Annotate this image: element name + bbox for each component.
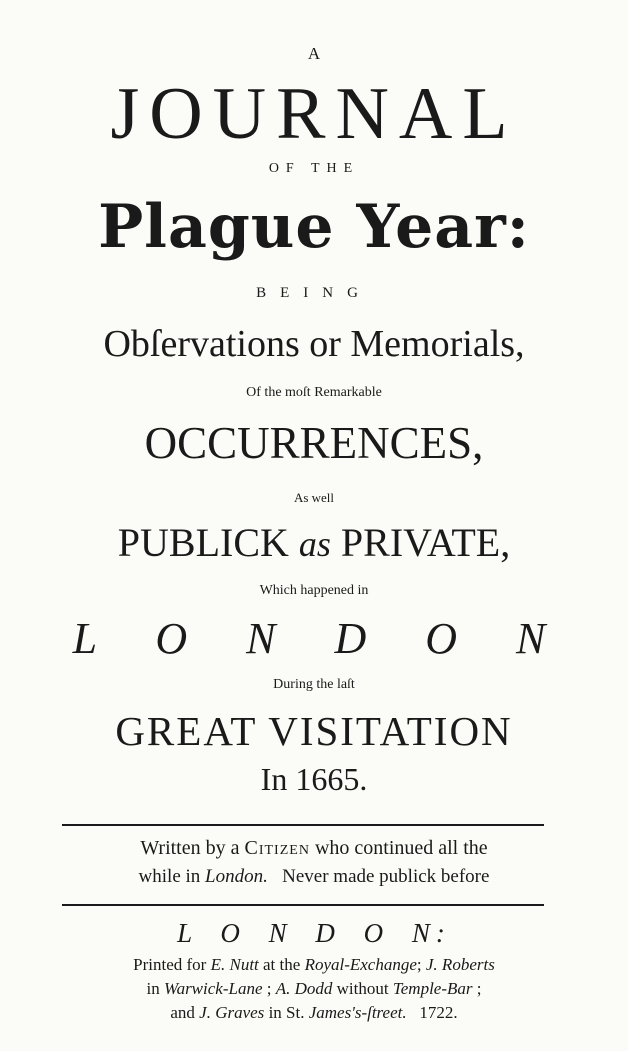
imprint-london: L O N D O N: [177,918,451,948]
semicolon-1: ; [416,955,422,974]
publick-word: PUBLICK [117,520,289,565]
which-happened-line: Which happened in [259,583,369,598]
as-word: as [298,524,331,564]
publick-private-line [0,518,628,569]
a-dodd: A. Dodd [275,979,333,998]
while-london-word: London. [205,866,268,887]
private-word: PRIVATE, [340,520,511,565]
observations-line: Obſervations or Memorials, [103,323,525,365]
being-line: BEING [256,285,372,301]
bottom-rule [62,904,544,906]
warwick-lane: Warwick-Lane [163,979,263,998]
imprint-year: 1722. [419,1003,458,1022]
in-st-text: in St. [268,1003,305,1022]
james-street: James's-ſtreet. [308,1003,407,1022]
e-nutt: E. Nutt [210,955,259,974]
in-text: in [146,979,160,998]
written-by-text: Written by a [140,837,240,859]
plague-year-heading: Plague Year: [98,192,530,262]
royal-exchange: Royal-Exchange [304,955,417,974]
printer-line-1 [0,955,628,975]
written-by-line [0,837,628,860]
while-in-text: while in [138,866,201,887]
of-the-line: OF THE [268,161,360,176]
without-text: without [336,979,389,998]
continued-text: who continued all the [314,837,488,859]
great-visitation-heading: GREAT VISITATION [115,708,513,754]
article-a: A [307,44,321,63]
top-rule [62,824,544,826]
printer-line-3 [0,1003,628,1023]
at-the-text: at the [263,955,301,974]
while-in-line [0,866,628,888]
most-remarkable-line: Of the moſt Remarkable [246,385,382,400]
printer-line-2 [0,979,628,999]
during-line: During the laſt [273,677,355,692]
j-roberts: J. Roberts [425,955,495,974]
j-graves: J. Graves [199,1003,265,1022]
as-well-line: As well [293,490,335,505]
london-heading: L O N D O N [72,614,556,663]
semicolon-2: ; [266,979,272,998]
year-1665-line: In 1665. [260,761,368,797]
printed-for-text: Printed for [133,955,207,974]
semicolon-3: ; [476,979,482,998]
never-made-text: Never made publick before [282,866,490,887]
citizen-word: Citizen [244,837,310,859]
temple-bar: Temple-Bar [392,979,473,998]
and-text: and [170,1003,195,1022]
occurrences-heading: OCCURRENCES, [144,418,484,468]
journal-heading: JOURNAL [110,73,518,155]
